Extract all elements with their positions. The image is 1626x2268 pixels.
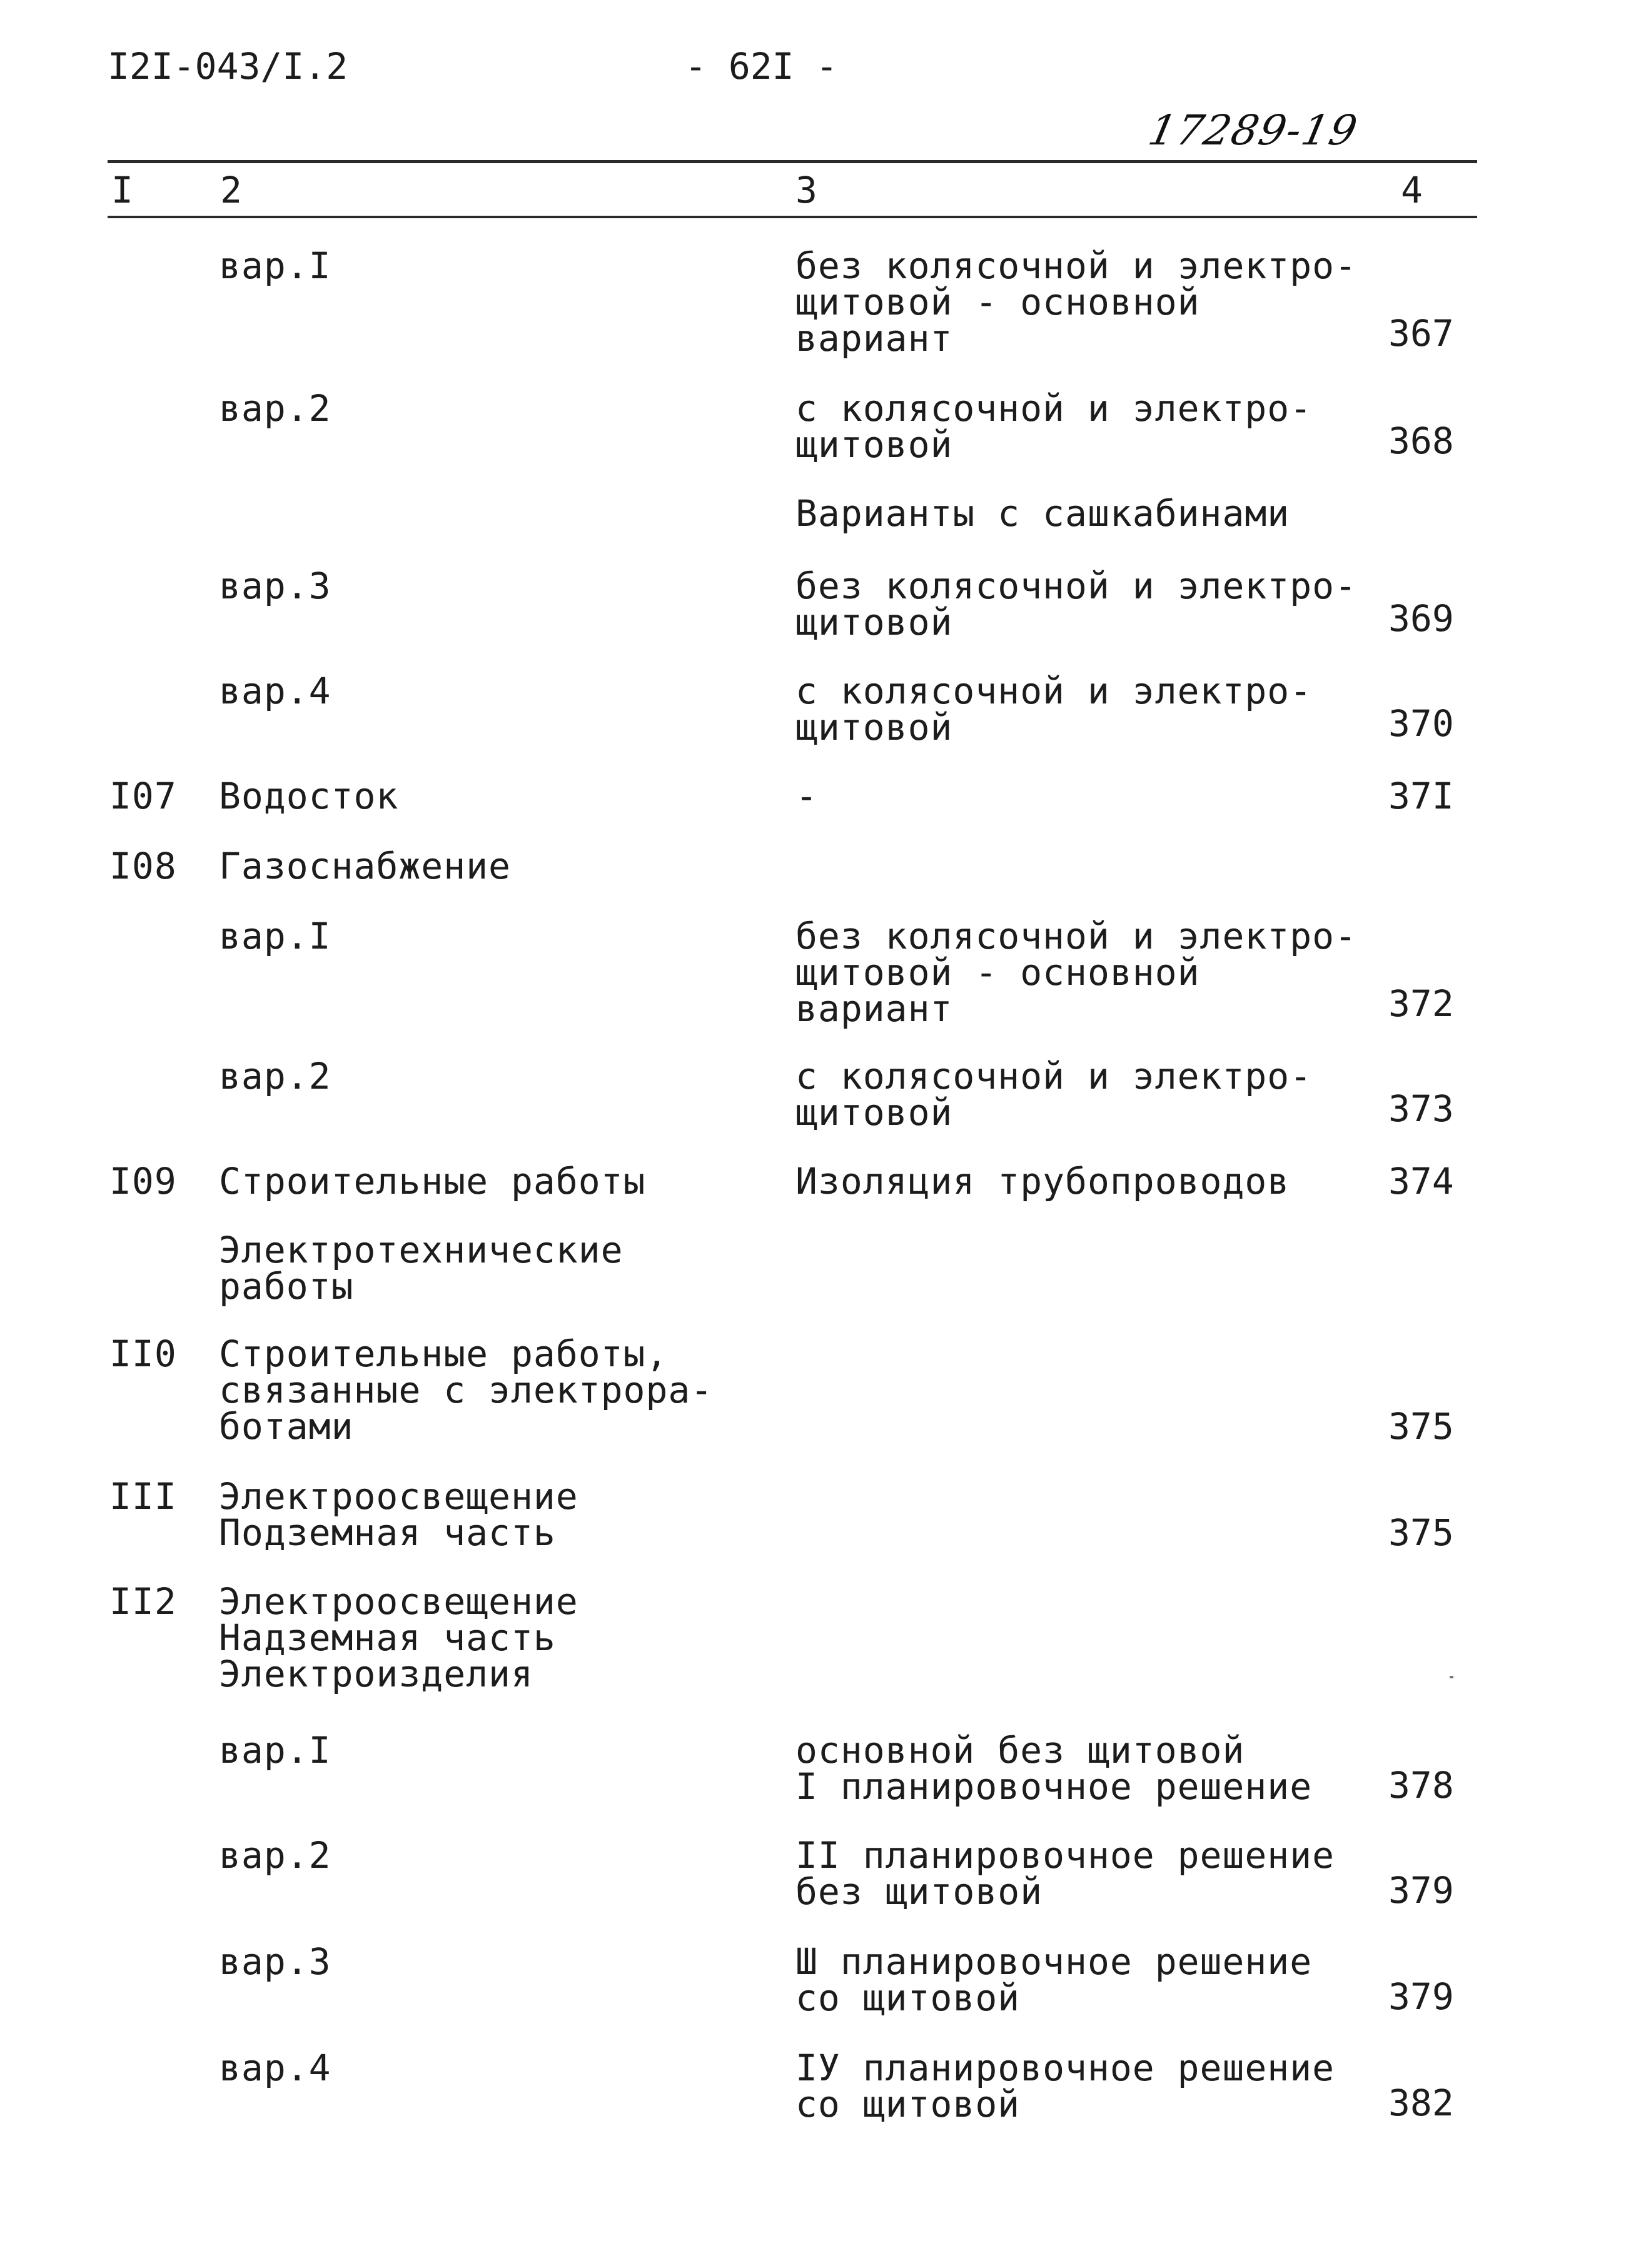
row-page: 370 bbox=[1388, 702, 1454, 745]
row-name: Электротехнические работы bbox=[219, 1229, 624, 1308]
row-description: Варианты с сашкабинами bbox=[795, 492, 1290, 535]
table-top-rule bbox=[108, 160, 1477, 163]
row-page: 367 bbox=[1388, 312, 1454, 355]
row-name: Электроосвещение Подземная часть bbox=[219, 1475, 578, 1554]
doc-code: I2I-043/I.2 bbox=[108, 45, 348, 88]
row-number: III bbox=[109, 1475, 177, 1518]
row-name: вар.3 bbox=[219, 565, 331, 607]
row-description: - bbox=[795, 775, 818, 817]
column-header-2: 2 bbox=[220, 169, 242, 211]
row-description: II планировочное решение без щитовой bbox=[795, 1834, 1335, 1913]
row-name: вар.4 bbox=[219, 2047, 331, 2089]
row-name: вар.3 bbox=[219, 1940, 331, 1983]
row-description: Ш планировочное решение со щитовой bbox=[795, 1940, 1313, 2019]
row-name: вар.2 bbox=[219, 1834, 331, 1877]
handwritten-number: 17289-19 bbox=[1144, 106, 1363, 154]
row-number: I09 bbox=[109, 1160, 177, 1202]
row-name: вар.4 bbox=[219, 670, 331, 712]
row-description: с колясочной и электро- щитовой bbox=[795, 1055, 1313, 1134]
row-page: 382 bbox=[1388, 2082, 1454, 2124]
column-header-4: 4 bbox=[1401, 169, 1423, 211]
row-name: Строительные работы, связанные с электрора- ботами bbox=[219, 1333, 714, 1448]
row-description: без колясочной и электро- щитовой bbox=[795, 565, 1357, 643]
row-number: II0 bbox=[109, 1333, 177, 1375]
row-page: 379 bbox=[1388, 1975, 1454, 2018]
table-header-rule bbox=[108, 216, 1477, 218]
row-page: 375 bbox=[1388, 1511, 1454, 1554]
row-name: Электроосвещение Надземная часть Электроизделия bbox=[219, 1580, 578, 1695]
row-page: 369 bbox=[1388, 597, 1454, 640]
row-description: Изоляция трубопроводов bbox=[795, 1160, 1290, 1202]
row-page: 37I bbox=[1388, 775, 1454, 817]
page-number: - 62I - bbox=[685, 45, 838, 88]
row-name: вар.I bbox=[219, 915, 331, 957]
row-page: 379 bbox=[1388, 1869, 1454, 1912]
row-name: вар.I bbox=[219, 244, 331, 287]
row-description: без колясочной и электро- щитовой - основной вариант bbox=[795, 915, 1357, 1030]
row-name: Строительные работы bbox=[219, 1160, 646, 1202]
row-page: 378 bbox=[1388, 1764, 1454, 1807]
row-page: 375 bbox=[1388, 1405, 1454, 1448]
row-description: с колясочной и электро- щитовой bbox=[795, 670, 1313, 748]
row-number: II2 bbox=[109, 1580, 177, 1623]
column-header-1: I bbox=[111, 169, 133, 211]
scan-speck bbox=[1450, 1676, 1453, 1678]
row-name: Водосток bbox=[219, 775, 399, 817]
row-description: IУ планировочное решение со щитовой bbox=[795, 2047, 1335, 2125]
row-page: 374 bbox=[1388, 1160, 1454, 1202]
row-number: I08 bbox=[109, 845, 177, 887]
row-description: без колясочной и электро- щитовой - основной вариант bbox=[795, 244, 1357, 360]
row-name: Газоснабжение bbox=[219, 845, 511, 887]
column-header-3: 3 bbox=[795, 169, 817, 211]
row-description: с колясочной и электро- щитовой bbox=[795, 387, 1313, 466]
row-page: 373 bbox=[1388, 1087, 1454, 1130]
row-number: I07 bbox=[109, 775, 177, 817]
row-name: вар.2 bbox=[219, 387, 331, 430]
row-description: основной без щитовой I планировочное решение bbox=[795, 1729, 1313, 1808]
row-page: 368 bbox=[1388, 420, 1454, 462]
row-name: вар.2 bbox=[219, 1055, 331, 1097]
row-page: 372 bbox=[1388, 982, 1454, 1025]
row-name: вар.I bbox=[219, 1729, 331, 1772]
